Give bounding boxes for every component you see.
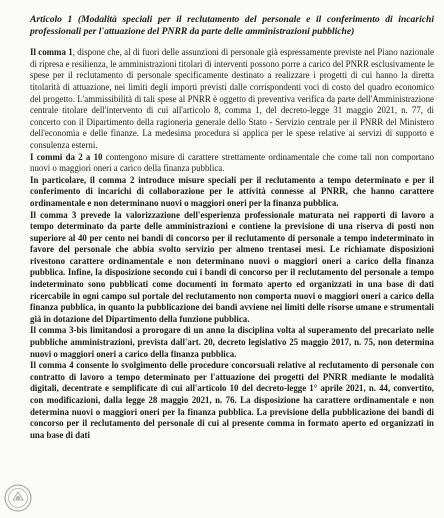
paragraph-comma-1 [30,47,434,151]
paragraph-comma-4: Il comma 4 consente lo svolgimento delle procedure concorsuali relative al reclutamento di personale con contratto di lavoro a tempo determinato per l'attuazione dei progetti del PNRR mediante le modalità digitali, decentrate e semplificate di cui all'articolo 10 del decreto-legge 1° aprile 2021, n. 44, convertito, con modificazioni, dalla legge 28 maggio 2021, n. 76. La disposizione ha carattere ordinamentale e non determina nuovi o maggiori oneri per la finanza pubblica. La previsione della pubblicazione dei bandi di concorso per il reclutamento del personale di cui al presente comma in formato aperto ed organizzati in una base di dati [30,360,434,440]
paragraph-comma-3: Il comma 3 prevede la valorizzazione dell'esperienza professionale maturata nei rapporti di lavoro a tempo determinato da parte delle amministrazioni e contiene la previsione di una riserva di posti non superiore al 40 per cento nei bandi di concorso per il reclutamento di personale a tempo indeterminato in favore del personale che abbia svolto servizio per almeno trentasei mesi. Le richiamate disposizioni rivestono carattere ordinamentale e non determinano nuovi o maggiori oneri a carico della finanza pubblica. Infine, la disposizione secondo cui i bandi di concorso per il reclutamento del personale a tempo indeterminato sono pubblicati come documenti in formato aperto ed organizzati in una base di dati ricercabile in ogni campo sul portale del reclutamento non comporta nuovi o maggiori oneri a carico della finanza pubblica, in quanto la pubblicazione dei bandi avviene nei limiti delle risorse umane e strumentali già in dotazione del Dipartimento della funzione pubblica. [30,209,434,324]
article-heading: Articolo 1 (Modalità speciali per il reclutamento del personale e il conferimento di incarichi professionali per l'attuazione del PNRR da parte delle amministrazioni pubbliche) [30,14,434,37]
paragraph-text: contengono misure di carattere strettamente ordinamentale che come tali non comportano nuovi o maggiori oneri a carico della finanza pubblica. [30,151,434,174]
paragraph-text: , dispone che, al di fuori delle assunzioni di personale già espressamente previste nel Piano nazionale di ripresa e resilienza, le amministrazioni titolari di interventi possono porre a carico del PNRR esclusivamente le spese per il reclutamento di personale specificamente destinato a realizzare i progetti di cui hanno la diretta titolarità di attuazione, nei limiti degli importi previsti dalle corrispondenti voci di costo del quadro economico del progetto. L'ammissibilità di tali spese al PNRR è oggetto di preventiva verifica da parte dell'Amministrazione centrale titolare dell'intervento di cui all'articolo 8, comma 1, del decreto-legge 31 maggio 2021, n. 77, di concerto con il Dipartimento della ragioneria generale dello Stato - Servizio centrale per il PNRR del Ministero dell'economia e delle finanze. La medesima procedura si applica per le spese relative ai servizi di supporto e consulenza esterni. [30,47,435,150]
paragraph-comma-2: In particolare, il comma 2 introduce misure speciali per il reclutamento a tempo determinato e per il conferimento di incarichi di collaborazione per le attività connesse al PNRR, che hanno carattere ordinamentale e non determinano nuovi o maggiori oneri per la finanza pubblica. [30,174,434,208]
document-page [30,14,434,441]
paragraph-commi-2-10 [30,152,434,175]
paragraph-lead: I commi da 2 a 10 [30,151,103,162]
paragraph-comma-3-bis: Il comma 3-bis limitandosi a prorogare di un anno la disciplina volta al superamento del precariato nelle pubbliche amministrazioni, prevista dall'art. 20, decreto legislativo 25 maggio 2017, n. 75, non determina nuovi o maggiori oneri a carico della finanza pubblica. [30,325,434,359]
paragraph-lead: Il comma 1 [30,47,73,58]
seal-stamp-icon [3,483,33,513]
